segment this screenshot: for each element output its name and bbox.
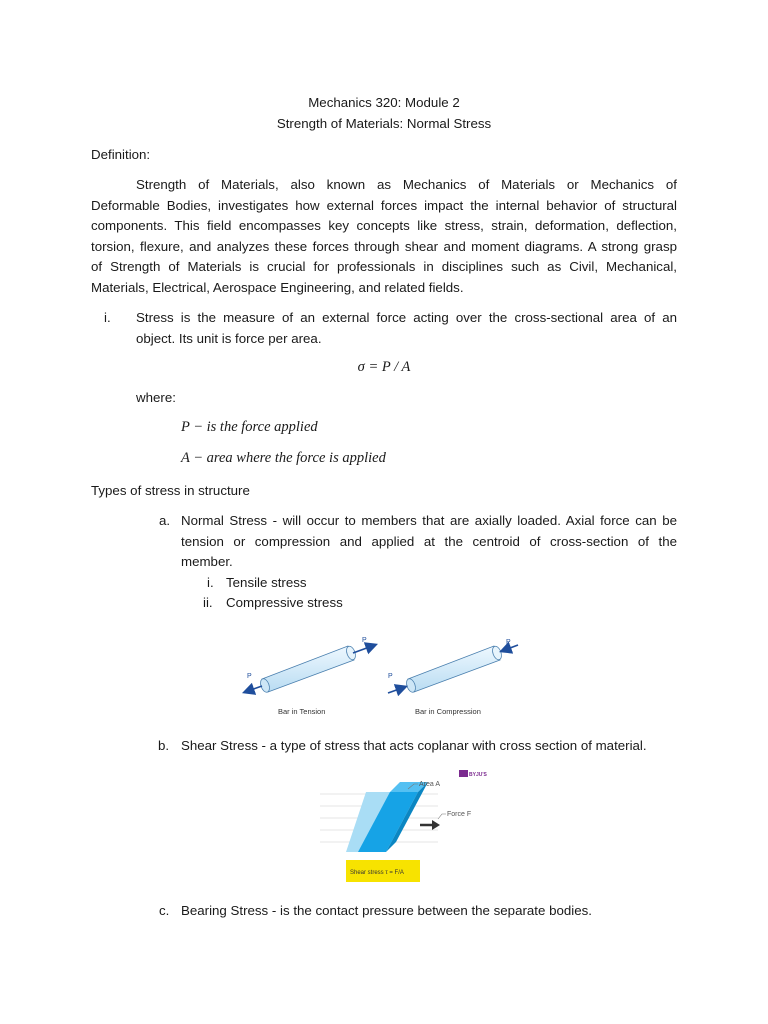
stress-item-text <box>136 308 677 349</box>
definition-line: Strength of Materials, also known as Mechanics of Materials or Mechanics of <box>136 177 677 192</box>
publisher-logo <box>459 770 468 777</box>
definition-line: Deformable Bodies, investigates how external forces impact the internal behavior of structural <box>91 197 677 213</box>
stress-item-marker: i. <box>104 310 111 325</box>
definition-line: Materials, Electrical, Aerospace Engineering, and related fields. <box>91 279 464 295</box>
stress-line: Stress is the measure of an external force acting over the cross-sectional area of an <box>136 310 677 325</box>
definition-paragraph <box>91 175 677 298</box>
shear-stress-text: Shear Stress - a type of stress that acts coplanar with cross section of material. <box>181 738 647 753</box>
force-p-label: P <box>506 639 511 646</box>
shear-diagram <box>318 764 498 886</box>
force-p-label: P <box>388 673 393 680</box>
where-label: where: <box>136 390 176 405</box>
item-b-marker: b. <box>158 738 170 753</box>
compression-arrow-left <box>388 687 405 693</box>
bar-in-tension-label: Bar in Tension <box>278 707 326 716</box>
normal-stress-line: Normal Stress - will occur to members that are axially loaded. Axial force can be <box>181 513 677 528</box>
shear-figure <box>318 764 498 886</box>
shear-formula-label: Shear stress τ = F/A <box>350 870 404 876</box>
force-p-label: P <box>247 673 252 680</box>
force-f-label: Force F <box>447 811 472 818</box>
definition-line: of Strength of Materials is crucial for professionals in disciplines such as Civil, Mechanical, <box>91 259 677 274</box>
variable-a-definition: A − area where the force is applied <box>181 450 386 466</box>
definition-heading: Definition: <box>91 147 151 162</box>
force-p-label: P <box>362 637 367 644</box>
tension-arrow-left <box>245 686 262 692</box>
item-a-marker: a. <box>159 513 171 528</box>
item-c-marker: c. <box>159 903 170 918</box>
axial-bar-figure <box>240 630 530 722</box>
page-title: Mechanics 320: Module 2 <box>308 95 460 110</box>
area-a-label: Area A <box>419 781 441 788</box>
axial-bar-diagram <box>240 630 530 722</box>
stress-formula: σ = P / A <box>357 359 411 375</box>
sub-item-text: Compressive stress <box>226 595 343 610</box>
page-subtitle: Strength of Materials: Normal Stress <box>276 116 492 131</box>
definition-line: torsion, flexure, and analyzes these forces through shear and moment diagrams. A strong grasp <box>91 238 677 254</box>
definition-line: components. This field encompasses key concepts like stress, strain, deformation, deflection, <box>91 218 677 233</box>
sub-item-marker: i. <box>207 575 214 590</box>
publisher-logo-text: BYJU'S <box>469 772 487 778</box>
compression-bar <box>405 645 503 693</box>
tension-arrow-right <box>353 645 375 653</box>
sub-item-text: Tensile stress <box>226 575 307 590</box>
stress-line: object. Its unit is force per area. <box>136 330 322 346</box>
normal-stress-line: tension or compression and applied at the centroid of cross-section of the <box>181 533 677 549</box>
bearing-stress-text: Bearing Stress - is the contact pressure between the separate bodies. <box>181 903 592 918</box>
normal-stress-text <box>181 511 677 573</box>
variable-p-definition: P − is the force applied <box>181 419 318 435</box>
types-heading: Types of stress in structure <box>91 483 250 498</box>
normal-stress-line: member. <box>181 554 233 569</box>
bar-in-compression-label: Bar in Compression <box>415 707 481 716</box>
tension-bar <box>259 645 357 693</box>
sub-item-marker: ii. <box>203 595 213 610</box>
